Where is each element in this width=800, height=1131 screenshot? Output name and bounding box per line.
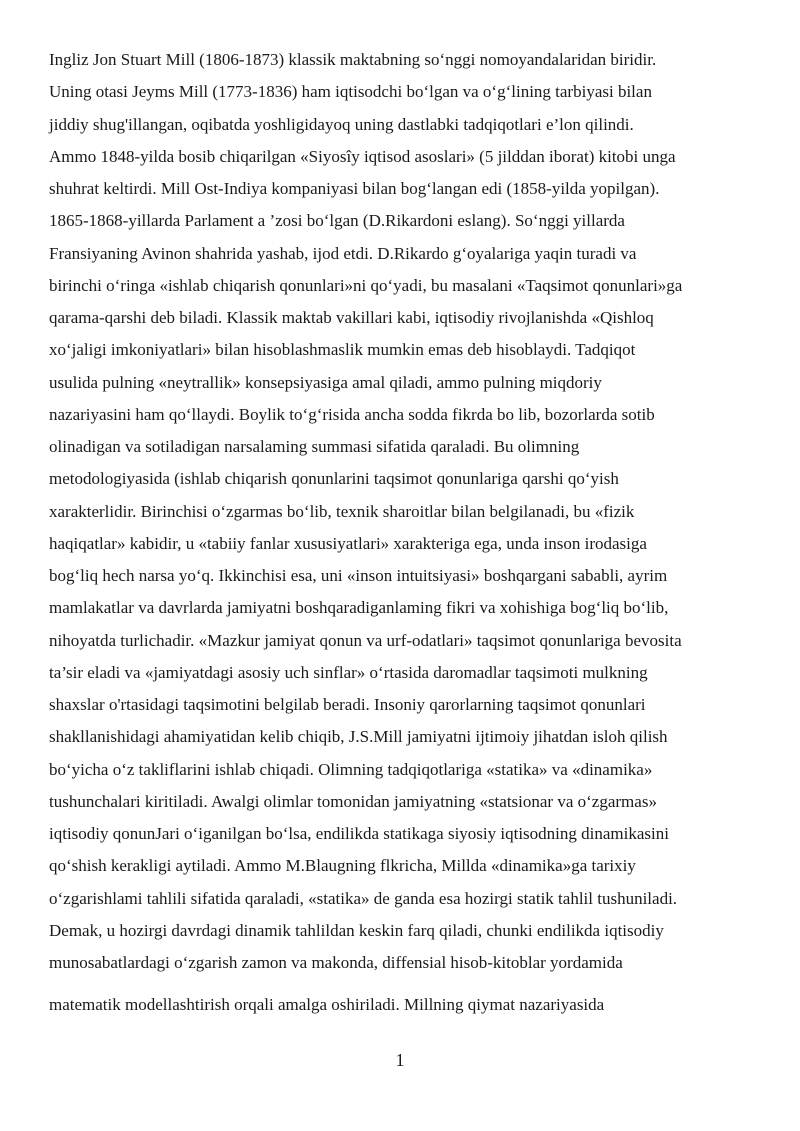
text-line: nihoyatda turlichadir. «Mazkur jamiyat qonun va urf-odatlari» taqsimot qonunlariga bevosita <box>49 631 682 650</box>
text-line: bog‘liq hech narsa yo‘q. Ikkinchisi esa, uni «inson intuitsiyasi» boshqargani sababli, ayrim <box>49 566 668 585</box>
text-line: qarama-qarshi deb biladi. Klassik maktab vakillari kabi, iqtisodiy rivojlanishda «Qishloq <box>49 308 654 327</box>
text-line: shuhrat keltirdi. Mill Ost-Indiya kompaniyasi bilan bog‘langan edi (1858-yilda yopilgan). <box>49 179 660 198</box>
text-line: shakllanishidagi ahamiyatidan kelib chiqib, J.S.Mill jamiyatni ijtimoiy jihatdan isloh qilish <box>49 727 668 746</box>
text-line: Fransiyaning Avinon shahrida yashab, ijod etdi. D.Rikardo g‘oyalariga yaqin turadi va <box>49 244 637 263</box>
text-line: Demak, u hozirgi davrdagi dinamik tahlildan keskin farq qiladi, chunki endilikda iqtisodiy <box>49 921 664 940</box>
text-line: matematik modellashtirish orqali amalga oshiriladi. Millning qiymat nazariyasida <box>49 995 605 1014</box>
text-line: 1865-1868-yillarda Parlament a ’zosi bo‘lgan (D.Rikardoni eslang). So‘nggi yillarda <box>49 211 625 230</box>
text-line: haqiqatlar» kabidir, u «tabiiy fanlar xususiyatlari» xarakteriga ega, unda inson irodasiga <box>49 534 647 553</box>
text-line: Ingliz Jon Stuart Mill (1806-1873) klassik maktabning so‘nggi nomoyandalaridan biridir. <box>49 50 657 69</box>
text-line: jiddiy shug'illangan, oqibatda yoshligidayoq uning dastlabki tadqiqotlari e’lon qilindi. <box>49 115 634 134</box>
text-line: qo‘shish kerakligi aytiladi. Ammo M.Blaugning flkricha, Millda «dinamika»ga tarixiy <box>49 856 636 875</box>
text-line: shaxslar o'rtasidagi taqsimotini belgilab beradi. Insoniy qarorlarning taqsimot qonunlari <box>49 695 646 714</box>
text-line: nazariyasini ham qo‘llaydi. Boylik to‘g‘risida ancha sodda fikrda bo lib, bozorlarda sotib <box>49 405 655 424</box>
text-line: metodologiyasida (ishlab chiqarish qonunlarini taqsimot qonunlariga qarshi qo‘yish <box>49 469 619 488</box>
text-line: birinchi o‘ringa «ishlab chiqarish qonunlari»ni qo‘yadi, bu masalani «Taqsimot qonunlari»ga <box>49 276 683 295</box>
text-line: xarakterlidir. Birinchisi o‘zgarmas bo‘lib, texnik sharoitlar bilan belgilanadi, bu «fizik <box>49 502 635 521</box>
text-line: Uning otasi Jeyms Mill (1773-1836) ham iqtisodchi bo‘lgan va o‘g‘lining tarbiyasi bilan <box>49 82 652 101</box>
text-line: iqtisodiy qonunJari o‘iganilgan bo‘lsa, endilikda statikaga siyosiy iqtisodning dinamikasini <box>49 824 669 843</box>
text-line: ta’sir eladi va «jamiyatdagi asosiy uch sinflar» o‘rtasida daromadlar taqsimoti mulkning <box>49 663 648 682</box>
text-line: Ammo 1848-yilda bosib chiqarilgan «Siyosîy iqtisod asoslari» (5 jilddan iborat) kitobi unga <box>49 147 676 166</box>
text-line: olinadigan va sotiladigan narsalaming summasi sifatida qaraladi. Bu olimning <box>49 437 580 456</box>
text-line: bo‘yicha o‘z takliflarini ishlab chiqadi. Olimning tadqiqotlariga «statika» va «dinamika» <box>49 760 653 779</box>
text-line: usulida pulning «neytrallik» konsepsiyasiga amal qiladi, ammo pulning miqdoriy <box>49 373 602 392</box>
page-number: 1 <box>395 1050 405 1070</box>
text-line: munosabatlardagi o‘zgarish zamon va makonda, diffensial hisob-kitoblar yordamida <box>49 953 623 972</box>
text-line: o‘zgarishlami tahlili sifatida qaraladi, «statika» de ganda esa hozirgi statik tahlil tushuniladi. <box>49 889 678 908</box>
text-line: mamlakatlar va davrlarda jamiyatni boshqaradiganlaming fikri va xohishiga bog‘liq bo‘lib, <box>49 598 669 617</box>
text-line: xo‘jaligi imkoniyatlari» bilan hisoblashmaslik mumkin emas deb hisoblaydi. Tadqiqot <box>49 340 636 359</box>
text-line: tushunchalari kiritiladi. Awalgi olimlar tomonidan jamiyatning «statsionar va o‘zgarmas» <box>49 792 657 811</box>
